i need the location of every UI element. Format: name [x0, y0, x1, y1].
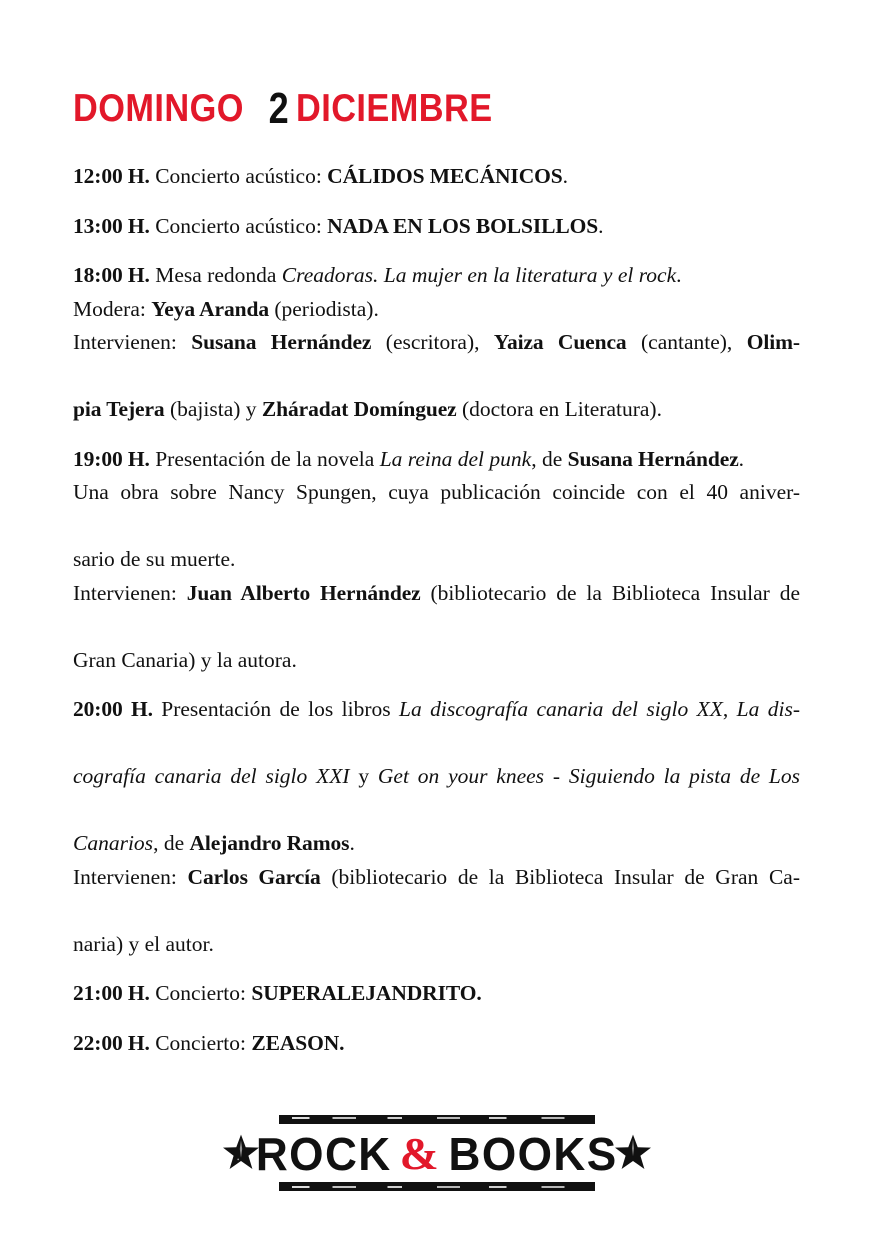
entry-time: 19:00 H. — [73, 446, 150, 471]
entry-line — [73, 644, 800, 678]
entry-text: Intervienen: — [73, 580, 187, 605]
entry-line — [73, 476, 800, 543]
entry-title-italic: Canarios — [73, 831, 154, 855]
entry-title-italic: La discografía canaria del siglo XX — [399, 697, 723, 721]
entry-title-italic: Creadoras. La mujer en la literatura y el rock — [281, 263, 677, 287]
logo-stamp — [256, 1115, 618, 1191]
title-day-word: DOMINGO — [73, 87, 244, 130]
entry-person: Juan Alberto Hernández — [186, 580, 421, 605]
entry-line — [73, 259, 800, 293]
entry-title-italic: La dis- — [736, 697, 800, 721]
entry-text: Gran Canaria) y la autora. — [73, 647, 297, 672]
entry-highlight: SUPERALEJANDRITO. — [251, 981, 482, 1005]
entry-time: 20:00 H. — [73, 697, 153, 721]
entry-text: Intervienen: — [73, 330, 192, 354]
entry-line — [73, 210, 800, 244]
entry-highlight: ZEASON. — [251, 1030, 345, 1055]
entry-line — [73, 977, 800, 1011]
entry-line — [73, 577, 800, 644]
entry-line — [73, 1027, 800, 1061]
entry-text: Modera: — [73, 296, 152, 321]
stamp-bar-bottom — [279, 1182, 595, 1191]
entry-text: sario de su muerte. — [73, 547, 236, 571]
entry-person: Yaiza Cuenca — [493, 330, 627, 354]
entry-time: 22:00 H. — [73, 1030, 150, 1055]
entry-text: (bajista) y — [164, 397, 262, 421]
logo-ampersand: & — [399, 1128, 440, 1179]
entry-line — [73, 326, 800, 393]
entry-line — [73, 543, 800, 577]
entry-time: 21:00 H. — [73, 981, 150, 1005]
entry-person: Susana Hernández — [191, 330, 372, 354]
entry-line — [73, 443, 800, 477]
entry-text: Mesa redonda — [149, 263, 282, 287]
entry-text: (periodista). — [268, 296, 379, 321]
entry-time: 18:00 H. — [73, 263, 150, 287]
schedule-entry — [73, 210, 800, 244]
entry-person: Carlos García — [187, 864, 321, 889]
entry-text: . — [598, 213, 604, 238]
entry-person: pia Tejera — [73, 397, 165, 421]
entry-title-italic: La reina del punk — [379, 446, 532, 471]
entry-text: Intervienen: — [73, 864, 188, 889]
logo-wordmark — [256, 1124, 618, 1182]
entry-line — [73, 760, 800, 827]
entry-highlight: CÁLIDOS MECÁNICOS — [327, 164, 563, 188]
title-month-word: DICIEMBRE — [296, 87, 493, 130]
entry-title-italic: cografía canaria del siglo XXI — [73, 764, 350, 788]
entry-text: y — [349, 764, 378, 788]
schedule-entry — [73, 259, 800, 427]
schedule-entry — [73, 1027, 800, 1061]
schedule-list — [73, 160, 800, 1060]
entry-person: Alejandro Ramos — [189, 831, 350, 855]
schedule-entry — [73, 443, 800, 678]
entry-text: Concierto acústico: — [149, 164, 328, 188]
entry-text: Concierto: — [149, 981, 252, 1005]
entry-text: (bibliotecario de la Biblioteca Insular de Gran Ca- — [320, 864, 800, 889]
entry-person: Olim- — [746, 330, 800, 354]
entry-line — [73, 861, 800, 928]
star-icon — [613, 1133, 653, 1173]
entry-time: 13:00 H. — [73, 213, 150, 238]
entry-text: Concierto: — [149, 1030, 252, 1055]
stamp-bar-top — [279, 1115, 595, 1124]
entry-line — [73, 160, 800, 194]
schedule-entry — [73, 977, 800, 1011]
entry-time: 12:00 H. — [73, 164, 150, 188]
entry-highlight: NADA EN LOS BOLSILLOS — [327, 213, 599, 238]
schedule-entry — [73, 160, 800, 194]
entry-text: . — [738, 446, 745, 471]
entry-person: Yeya Aranda — [151, 296, 269, 321]
entry-line — [73, 928, 800, 962]
entry-text: Presentación de la novela — [149, 446, 380, 471]
logo-word-books: BOOKS — [448, 1128, 618, 1180]
rock-and-books-logo — [0, 1112, 874, 1194]
entry-text: Concierto acústico: — [149, 213, 328, 238]
entry-line — [73, 393, 800, 427]
page-title — [73, 84, 800, 133]
entry-text: . — [562, 164, 568, 188]
entry-text: , — [722, 697, 737, 721]
entry-text: (bibliotecario de la Biblioteca Insular de — [420, 580, 801, 605]
entry-text: naria) y el autor. — [73, 931, 214, 956]
entry-text: (cantante), — [626, 330, 747, 354]
entry-person: Zháradat Domínguez — [261, 397, 457, 421]
entry-person: Susana Hernández — [567, 446, 739, 471]
entry-text: Una obra sobre Nancy Spungen, cuya publicación coincide con el 40 aniver- — [73, 480, 800, 504]
entry-text: (escritora), — [371, 330, 494, 354]
entry-text: . — [349, 831, 355, 855]
entry-text: (doctora en Literatura). — [456, 397, 662, 421]
entry-title-italic: Get on your knees - Siguiendo la pista de Los — [377, 764, 800, 788]
logo-word-rock: ROCK — [256, 1128, 392, 1180]
entry-line — [73, 293, 800, 327]
entry-text: . — [676, 263, 682, 287]
entry-line — [73, 693, 800, 760]
entry-line — [73, 827, 800, 861]
entry-text: Presentación de los libros — [152, 697, 400, 721]
title-day-number: 2 — [268, 84, 290, 133]
entry-text: , de — [153, 831, 190, 855]
entry-text: , de — [531, 446, 568, 471]
schedule-entry — [73, 693, 800, 961]
